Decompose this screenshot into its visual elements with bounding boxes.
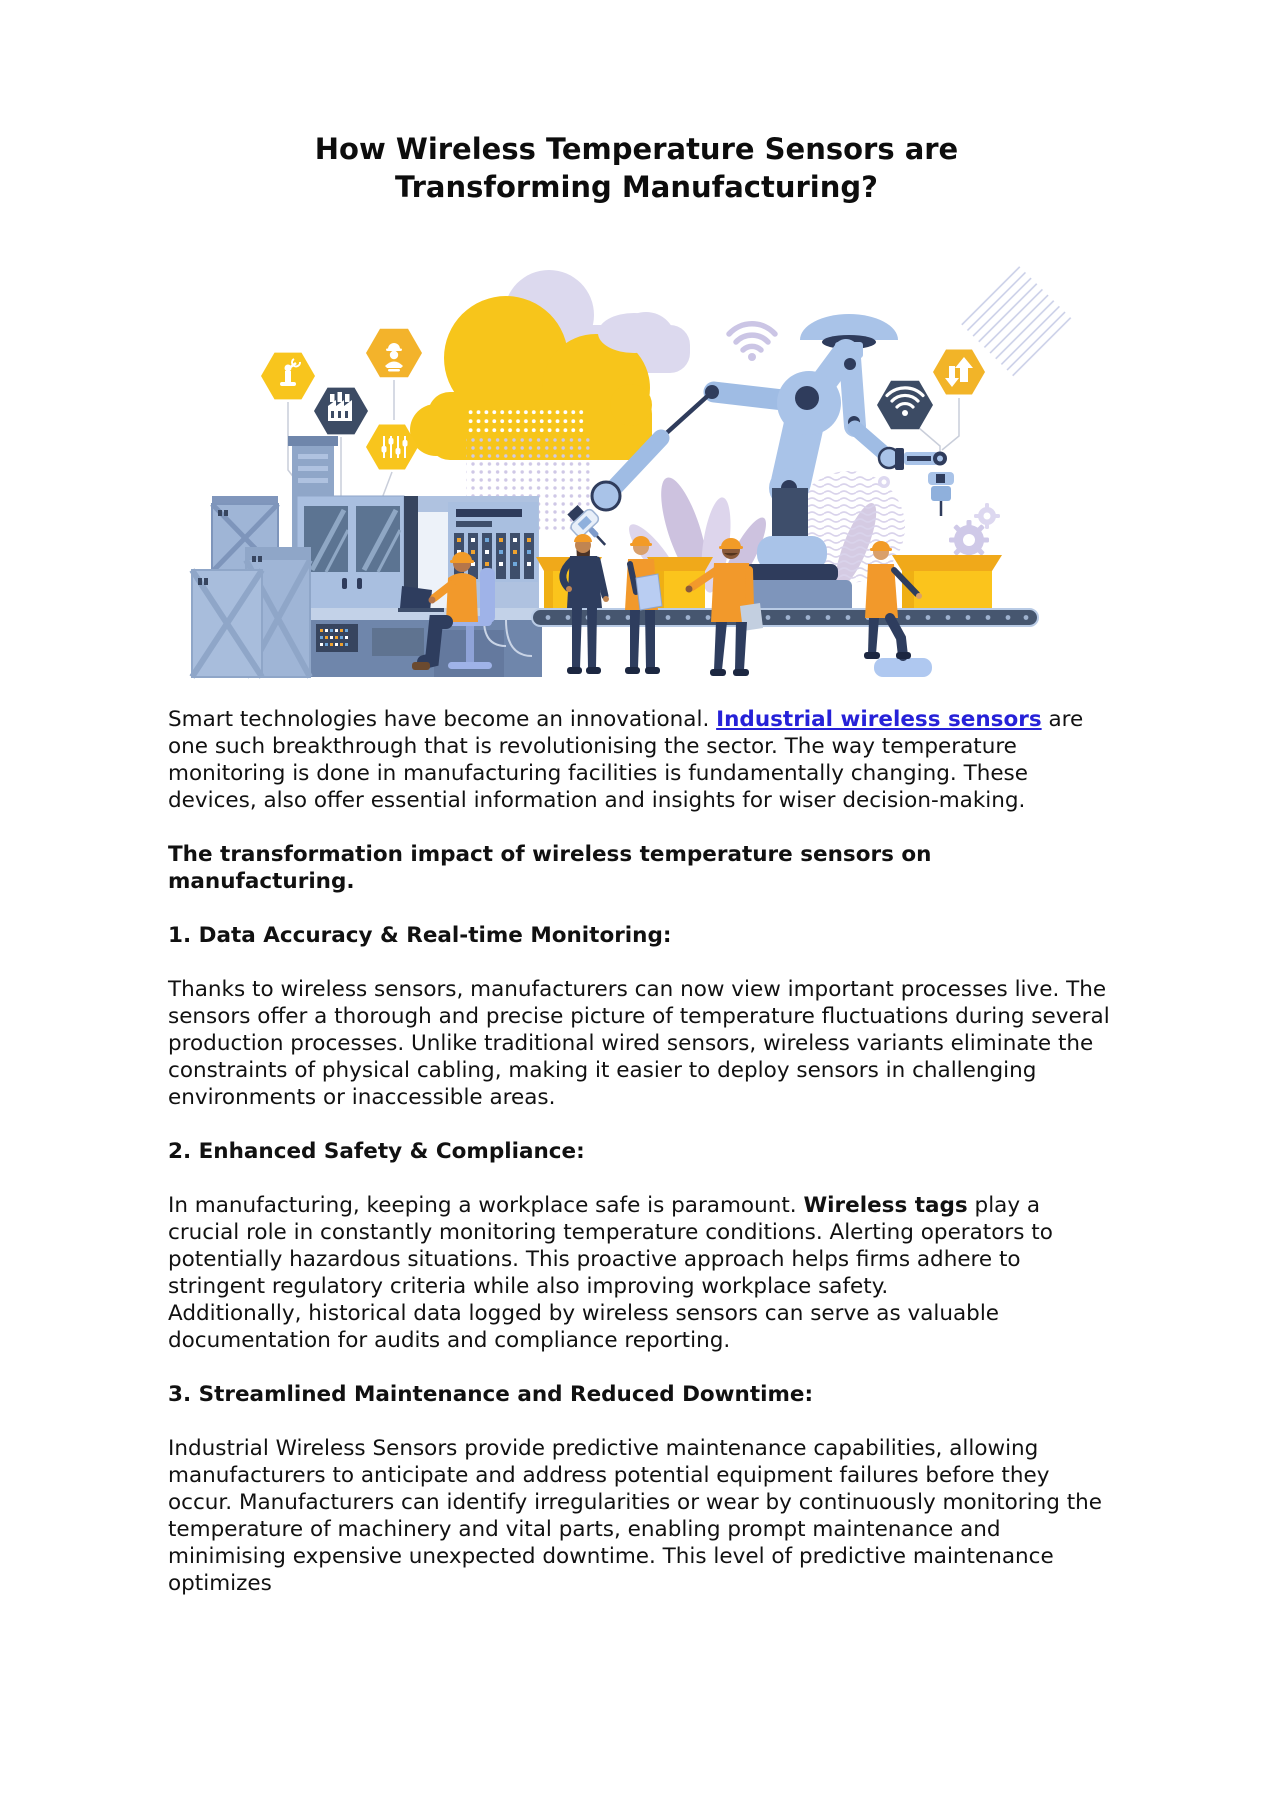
article-body: [168, 706, 1112, 1624]
laptop-icon: [398, 608, 444, 612]
factory-icon: [328, 392, 352, 421]
intro-post: are one such breakthrough that is revolutionising the sector. The way temperature monitoring is done in manufacturing facilities is fundamentally changing. These devices, also offer essential information and insights for wiser decision-making.: [168, 707, 1084, 813]
wifi-signal-icon: [729, 324, 775, 361]
conveyor-belt: [532, 609, 1038, 626]
industrial-wireless-sensors-link[interactable]: Industrial wireless sensors: [716, 707, 1042, 732]
section-2-heading: 2. Enhanced Safety & Compliance:: [168, 1139, 585, 1164]
section-3-heading: 3. Streamlined Maintenance and Reduced Downtime:: [168, 1382, 814, 1407]
page-title-line2: Transforming Manufacturing?: [395, 170, 878, 204]
hero-illustration: [184, 230, 1089, 680]
factory-hexagon: [314, 388, 368, 435]
robot-arm-hexagon: [261, 353, 315, 400]
intro-paragraph: [168, 706, 1112, 814]
section-3-body: Industrial Wireless Sensors provide predictive maintenance capabilities, allowing manufacturers to anticipate and address potential equipment failures before they occur. Manufacturers can identify irregularities or wear by continuously monitoring the temperature of machinery and vital parts, enabling prompt maintenance and minimising expensive unexpected downtime. This level of predictive maintenance optimizes: [168, 1436, 1102, 1596]
article-subtitle: The transformation impact of wireless temperature sensors on manufacturing.: [168, 842, 932, 894]
wifi-hexagon: [877, 381, 933, 429]
section-2-lead: In manufacturing, keeping a workplace safe is paramount.: [168, 1193, 804, 1218]
mini-cloud: [598, 313, 670, 353]
section-2-note: Additionally, historical data logged by wireless sensors can serve as valuable documentation for audits and compliance reporting.: [168, 1301, 1000, 1353]
engineer-hexagon: [366, 329, 422, 377]
worker-woman: [563, 534, 609, 674]
control-lights-panel: [316, 624, 358, 652]
wireless-tags-bold: Wireless tags: [803, 1193, 968, 1218]
page-title: [0, 130, 1273, 206]
intro-pre: Smart technologies have become an innovational.: [168, 707, 717, 732]
data-transfer-hexagon: [933, 350, 985, 395]
section-2-rest: play a crucial role in constantly monitoring temperature conditions. Alerting operators to potentially hazardous situations. This proactive approach helps firms adhere to stringent regulatory criteria while also improving workplace safety.: [168, 1193, 1053, 1299]
section-1-body: Thanks to wireless sensors, manufacturers can now view important processes live. The sensors offer a thorough and precise picture of temperature fluctuations during several production processes. Unlike traditional wired sensors, wireless variants eliminate the constraints of physical cabling, making it easier to deploy sensors in challenging environments or inaccessible areas.: [168, 977, 1110, 1110]
page-title-line1: How Wireless Temperature Sensors are: [314, 132, 959, 166]
smart-factory-illustration: [184, 230, 1089, 680]
yellow-blob: [610, 384, 652, 426]
section-1-heading: 1. Data Accuracy & Real-time Monitoring:: [168, 923, 672, 948]
section-2-body: [168, 1192, 1112, 1354]
